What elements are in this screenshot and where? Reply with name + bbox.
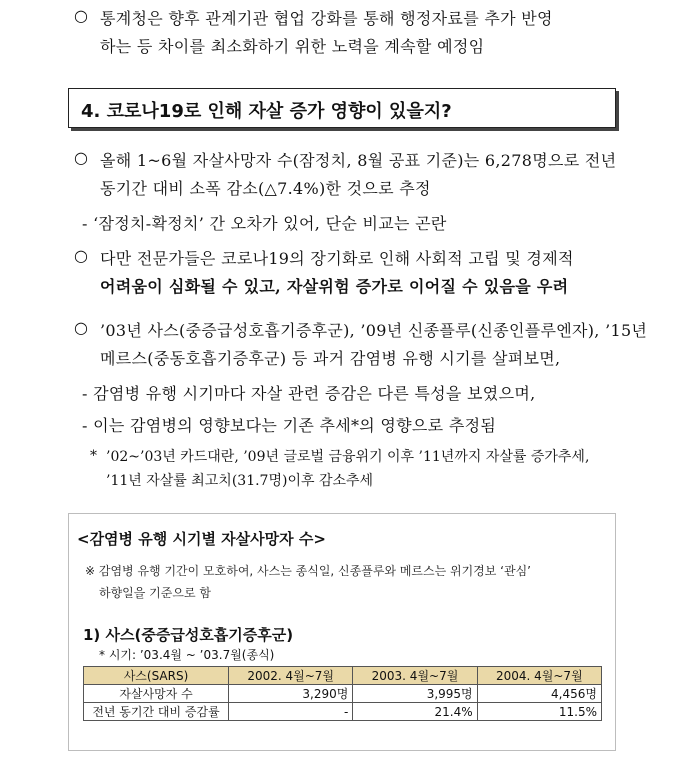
section-heading-box: [68, 88, 616, 128]
subsection-title: 1) 사스(중증급성호흡기증후군): [83, 626, 294, 644]
table-header-cell: 2004. 4월~7월: [477, 667, 601, 685]
epidemic-suicide-panel: [68, 513, 616, 751]
footnote-line2: ’11년 자살률 최고치(31.7명)이후 감소추세: [106, 473, 374, 489]
row-label: 전년 동기간 대비 증감률: [84, 703, 229, 721]
top-bullet-line2: 하는 등 차이를 최소화하기 위한 노력을 계속할 예정임: [100, 37, 485, 56]
table-cell: -: [229, 703, 353, 721]
bullet-circle: ○: [74, 318, 88, 337]
dash-item-2: - 감염병 유행 시기마다 자살 관련 증감은 다른 특성을 보였으며,: [82, 384, 536, 403]
bullet-circle: ○: [74, 148, 88, 167]
bullet1-line1: 올해 1~6월 자살사망자 수(잠정치, 8월 공표 기준)는 6,278명으로 전년: [100, 151, 617, 170]
top-bullet-line1: 통계청은 향후 관계기관 협업 강화를 통해 행정자료를 추가 반영: [100, 9, 553, 28]
table-cell: 3,995명: [353, 685, 477, 703]
sars-table: [83, 666, 602, 721]
table-cell: 4,456명: [477, 685, 601, 703]
section-heading: 4. 코로나19로 인해 자살 증가 영향이 있을지?: [81, 101, 452, 122]
table-cell: 3,290명: [229, 685, 353, 703]
bullet-circle: ○: [74, 246, 88, 265]
bullet3-line2: 메르스(중동호흡기증후군) 등 과거 감염병 유행 시기를 살펴보면,: [100, 349, 561, 368]
bullet3-line1: ’03년 사스(중증급성호흡기증후군), ’09년 신종플루(신종인플루엔자), ’15년: [100, 321, 648, 340]
table-row: [84, 703, 602, 721]
table-cell: 21.4%: [353, 703, 477, 721]
dash-item-1: - ‘잠정치-확정치’ 간 오차가 있어, 단순 비교는 곤란: [82, 214, 447, 233]
panel-note-line1: ※ 감염병 유행 기간이 모호하여, 사스는 종식일, 신종플루와 메르스는 위기경보 ‘관심’: [85, 564, 531, 578]
panel-note-line2: 하향일을 기준으로 함: [99, 586, 211, 600]
bullet-circle: ○: [74, 6, 88, 25]
footnote-line1: ’02~’03년 카드대란, ’09년 글로벌 금융위기 이후 ’11년까지 자살률 증가추세,: [106, 449, 590, 465]
table-cell: 11.5%: [477, 703, 601, 721]
row-label: 자살사망자 수: [84, 685, 229, 703]
table-header-cell: 2003. 4월~7월: [353, 667, 477, 685]
table-row: [84, 685, 602, 703]
bullet1-line2: 동기간 대비 소폭 감소(△7.4%)한 것으로 추정: [100, 179, 431, 198]
bullet2-line2: 어려움이 심화될 수 있고, 자살위험 증가로 이어질 수 있음을 우려: [100, 277, 569, 296]
table-header-cell: 2002. 4월~7월: [229, 667, 353, 685]
table-header-cell: 사스(SARS): [84, 667, 229, 685]
period-note: * 시기: ’03.4월 ~ ’03.7월(종식): [99, 648, 275, 662]
table-header-row: [84, 667, 602, 685]
panel-title: <감염병 유행 시기별 자살사망자 수>: [77, 530, 326, 548]
footnote-asterisk: *: [90, 448, 97, 464]
dash-item-3: - 이는 감염병의 영향보다는 기존 추세*의 영향으로 추정됨: [82, 416, 497, 435]
bullet2-line1: 다만 전문가들은 코로나19의 장기화로 인해 사회적 고립 및 경제적: [100, 249, 574, 268]
